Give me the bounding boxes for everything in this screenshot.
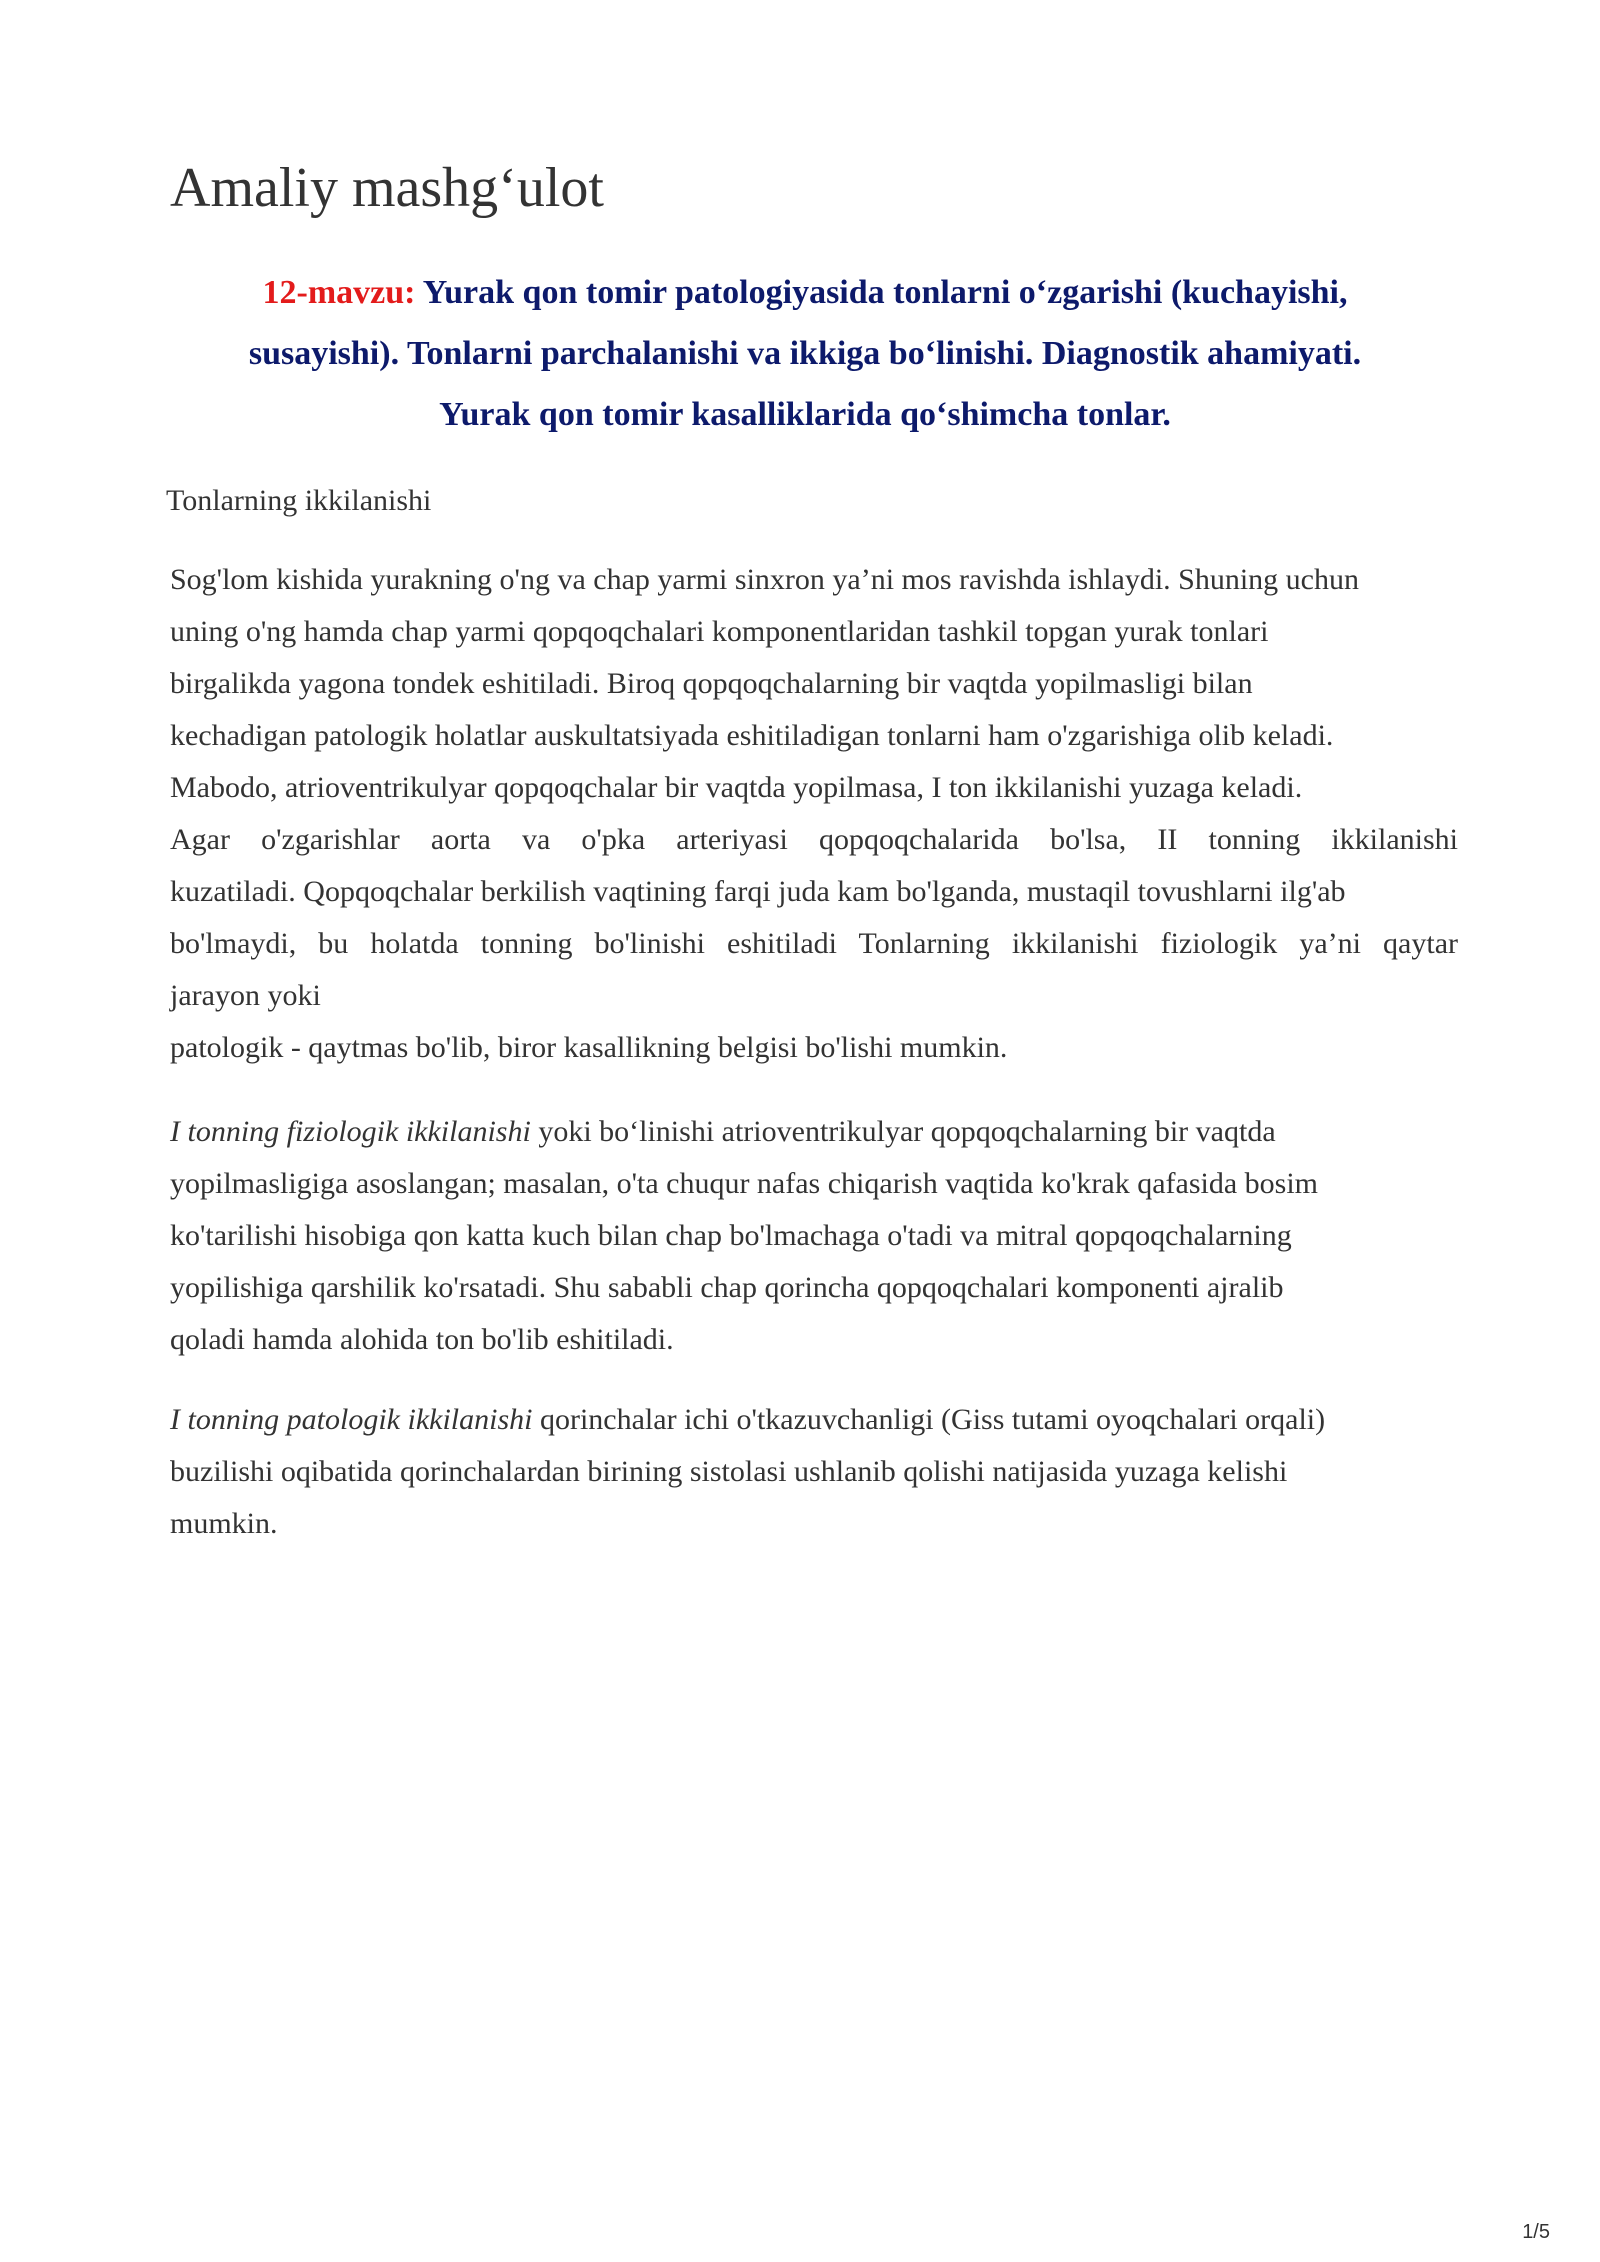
paragraph-line: yopilmasligiga asoslangan; masalan, o'ta chuqur nafas chiqarish vaqtida ko'krak qafasida bosim <box>170 1167 1318 1200</box>
page-title: Amaliy mashg‘ulot <box>170 157 604 219</box>
paragraph-line: bo'lmaydi, bu holatda tonning bo'linishi eshitiladi Tonlarning ikkilanishi fiziologik ya’ni qaytar <box>170 927 1458 960</box>
paragraph-line: Mabodo, atrioventrikulyar qopqoqchalar bir vaqtda yopilmasa, I ton ikkilanishi yuzaga keladi. <box>170 771 1303 804</box>
paragraph-line: kuzatiladi. Qopqoqchalar berkilish vaqtining farqi juda kam bo'lganda, mustaqil tovushlarni ilg'ab <box>170 875 1346 908</box>
topic-text-line-3: Yurak qon tomir kasalliklarida qo‘shimcha tonlar. <box>439 396 1171 433</box>
italic-term: I tonning fiziologik ikkilanishi <box>170 1115 531 1148</box>
paragraph-line: buzilishi oqibatida qorinchalardan birining sistolasi ushlanib qolishi natijasida yuzaga kelishi <box>170 1455 1288 1488</box>
page-number: 1/5 <box>1522 2221 1550 2243</box>
paragraph-tone-splitting <box>170 554 1458 1074</box>
paragraph-line <box>170 1394 1458 1446</box>
paragraph-line: jarayon yoki <box>170 979 321 1012</box>
paragraph-line: Agar o'zgarishlar aorta va o'pka arteriyasi qopqoqchalarida bo'lsa, II tonning ikkilanishi <box>170 823 1458 856</box>
section-label: Tonlarning ikkilanishi <box>166 484 432 517</box>
paragraph-line: patologik - qaytmas bo'lib, biror kasallikning belgisi bo'lishi mumkin. <box>170 1031 1008 1064</box>
topic-heading <box>170 262 1440 445</box>
paragraph-pathological-splitting <box>170 1394 1458 1550</box>
topic-text-line-2: susayishi). Tonlarni parchalanishi va ikkiga bo‘linishi. Diagnostik ahamiyati. <box>248 335 1362 372</box>
paragraph-line-rest: yoki bo‘linishi atrioventrikulyar qopqoqchalarning bir vaqtda <box>530 1115 1276 1148</box>
topic-text-line-1: Yurak qon tomir patologiyasida tonlarni o‘zgarishi (kuchayishi, <box>422 274 1348 311</box>
paragraph-line: ko'tarilishi hisobiga qon katta kuch bilan chap bo'lmachaga o'tadi va mitral qopqoqchalarning <box>170 1219 1292 1252</box>
paragraph-physiological-splitting <box>170 1106 1458 1366</box>
paragraph-line: qoladi hamda alohida ton bo'lib eshitiladi. <box>170 1323 674 1356</box>
topic-label: 12-mavzu: <box>262 274 416 311</box>
paragraph-line: uning o'ng hamda chap yarmi qopqoqchalari komponentlaridan tashkil topgan yurak tonlari <box>170 615 1269 648</box>
paragraph-line <box>170 1106 1458 1158</box>
paragraph-line: Sog'lom kishida yurakning o'ng va chap yarmi sinxron ya’ni mos ravishda ishlaydi. Shuning uchun <box>170 563 1359 596</box>
paragraph-line-rest: qorinchalar ichi o'tkazuvchanligi (Giss tutami oyoqchalari orqali) <box>532 1403 1326 1436</box>
paragraph-line: yopilishiga qarshilik ko'rsatadi. Shu sababli chap qorincha qopqoqchalari komponenti ajralib <box>170 1271 1284 1304</box>
paragraph-line: mumkin. <box>170 1507 278 1540</box>
italic-term: I tonning patologik ikkilanishi <box>170 1403 533 1436</box>
paragraph-line: birgalikda yagona tondek eshitiladi. Biroq qopqoqchalarning bir vaqtda yopilmasligi bilan <box>170 667 1253 700</box>
paragraph-line: kechadigan patologik holatlar auskultatsiyada eshitiladigan tonlarni ham o'zgarishiga olib keladi. <box>170 719 1334 752</box>
